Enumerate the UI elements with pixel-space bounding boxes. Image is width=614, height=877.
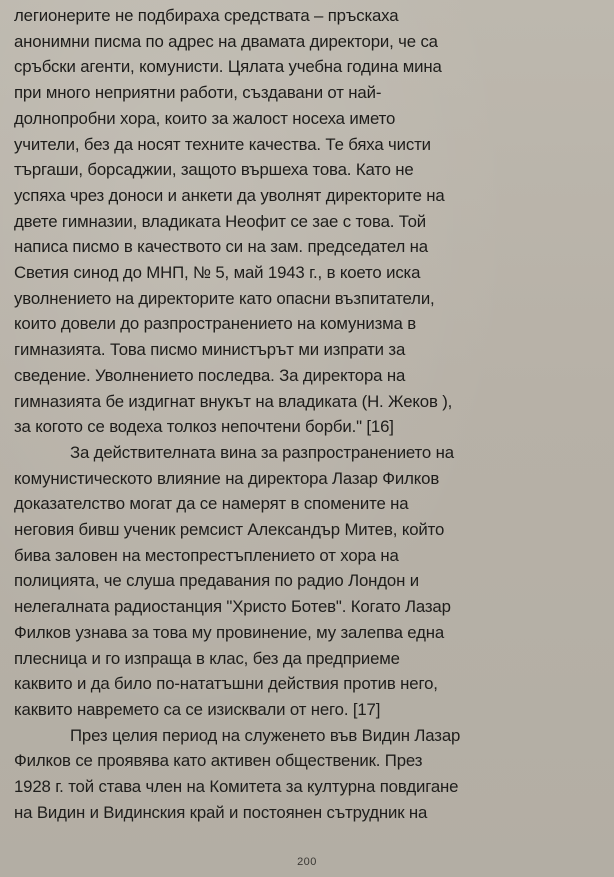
text-line: Филков се проявява като активен общественик. През (14, 751, 423, 771)
text-line: уволнението на директорите като опасни възпитатели, (14, 288, 435, 308)
text-line: 1928 г. той става член на Комитета за културна повдигане (14, 777, 459, 797)
text-line: сръбски агенти, комунисти. Цялата учебна година мина (14, 57, 442, 77)
text-line: при много неприятни работи, създавани от най- (14, 83, 382, 103)
text-line: долнопробни хора, които за жалост носеха името (14, 108, 396, 128)
text-line: полицията, че слуша предавания по радио Лондон и (14, 571, 419, 591)
paragraph-3 (14, 723, 604, 826)
text-line: плесница и го изпраща в клас, без да предприеме (14, 648, 400, 668)
text-line: През целия период на служенето във Видин Лазар (70, 725, 461, 745)
text-line: бива заловен на местопрестъплението от хора на (14, 545, 399, 565)
text-line: на Видин и Видинския край и постоянен сътрудник на (14, 802, 428, 822)
text-line: анонимни писма по адрес на двамата директори, че са (14, 31, 438, 51)
text-line: Филков узнава за това му провинение, му залепва една (14, 622, 445, 642)
page-number: 200 (297, 856, 317, 868)
paragraph-2 (14, 440, 604, 723)
text-line: Светия синод до МНП, № 5, май 1943 г., в което иска (14, 263, 421, 283)
text-line: гимназията бе издигнат внукът на владиката (Н. Жеков ), (14, 391, 453, 411)
text-line: легионерите не подбираха средствата – пръскаха (14, 6, 399, 25)
text-line: неговия бивш ученик ремсист Александър Митев, който (14, 520, 445, 540)
text-line: написа писмо в качеството си на зам. председател на (14, 237, 428, 257)
text-line: комунистическото влияние на директора Лазар Филков (14, 468, 440, 488)
text-line: нелегалната радиостанция "Христо Ботев". Когато Лазар (14, 597, 451, 617)
text-line: учители, без да носят техните качества. Те бяха чисти (14, 134, 431, 154)
text-line: успяха чрез доноси и анкети да уволнят директорите на (14, 185, 445, 205)
text-line: които довели до разпространението на комунизма в (14, 314, 416, 334)
text-line: търгаши, борсаджии, защото вършеха това. Като не (14, 160, 414, 180)
text-line: доказателство могат да се намерят в спомените на (14, 494, 409, 514)
text-line: двете гимназии, владиката Неофит се зае с това. Той (14, 211, 426, 231)
text-line: каквито и да било по-нататъшни действия против него, (14, 674, 438, 694)
text-line: каквито навремето са се изисквали от него. [17] (14, 699, 381, 719)
paragraph-1 (14, 3, 604, 440)
text-line: сведение. Уволнението последва. За директора на (14, 365, 406, 385)
body-text (14, 3, 604, 826)
text-line: гимназията. Това писмо министърът ми изпрати за (14, 340, 406, 360)
text-line: За действителната вина за разпространението на (70, 442, 454, 462)
text-line: за когото се водеха толкоз непочтени борби." [16] (14, 417, 394, 437)
